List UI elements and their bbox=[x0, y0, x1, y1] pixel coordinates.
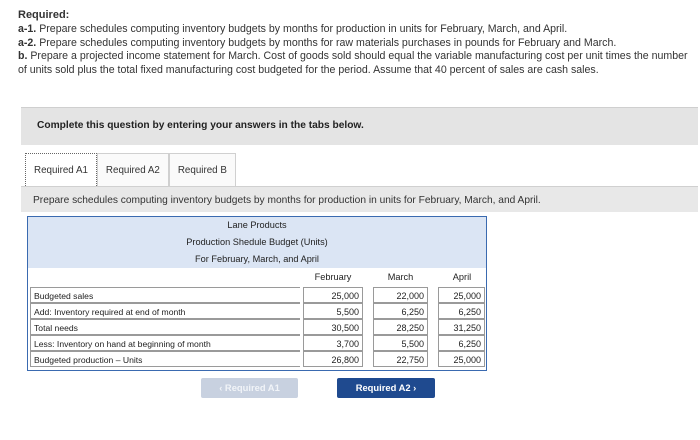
value-input[interactable]: 3,700 bbox=[303, 335, 363, 351]
requirement-a1: a-1. Prepare schedules computing inventory budgets by months for production in units for February, March, and April. bbox=[18, 23, 568, 36]
value-input[interactable]: 25,000 bbox=[438, 351, 485, 367]
next-button-label: Required A2 bbox=[355, 382, 411, 393]
chevron-left-icon: ‹ bbox=[219, 382, 223, 393]
next-button[interactable] bbox=[337, 378, 435, 398]
tab-required-a1[interactable]: Required A1 bbox=[25, 153, 97, 186]
tab-bar bbox=[25, 153, 236, 186]
tab-required-b[interactable]: Required B bbox=[169, 153, 236, 186]
table-row bbox=[28, 351, 486, 367]
budget-title: Production Shedule Budget (Units) bbox=[28, 234, 486, 251]
previous-button-label: Required A1 bbox=[224, 382, 280, 393]
instructions-banner bbox=[21, 107, 698, 145]
value-input[interactable]: 22,750 bbox=[373, 351, 428, 367]
table-row bbox=[28, 303, 486, 319]
complete-question-text: Complete this question by entering your answers in the tabs below. bbox=[37, 120, 364, 131]
value-input[interactable]: 28,250 bbox=[373, 319, 428, 335]
chevron-right-icon: › bbox=[413, 382, 417, 393]
value-input[interactable]: 30,500 bbox=[303, 319, 363, 335]
requirement-a2: a-2. Prepare schedules computing inventory budgets by months for raw materials purchases in pounds for February and March. bbox=[18, 36, 617, 49]
value-input[interactable]: 5,500 bbox=[373, 335, 428, 351]
production-budget-table bbox=[27, 216, 487, 371]
company-name: Lane Products bbox=[28, 217, 486, 234]
previous-button[interactable] bbox=[201, 378, 298, 398]
row-label-input[interactable]: Total needs bbox=[30, 319, 300, 335]
instruction-text: Prepare schedules computing inventory budgets by months for production in units for February, March, and April. bbox=[33, 195, 541, 206]
value-input[interactable]: 22,000 bbox=[373, 287, 428, 303]
table-row bbox=[28, 287, 486, 303]
requirements-block bbox=[18, 9, 694, 77]
row-label-input[interactable]: Less: Inventory on hand at beginning of month bbox=[30, 335, 300, 351]
row-label-input[interactable]: Budgeted production – Units bbox=[30, 351, 300, 367]
row-label-input[interactable]: Add: Inventory required at end of month bbox=[30, 303, 300, 319]
table-row bbox=[28, 335, 486, 351]
table-row bbox=[28, 319, 486, 335]
value-input[interactable]: 5,500 bbox=[303, 303, 363, 319]
value-input[interactable]: 6,250 bbox=[373, 303, 428, 319]
value-input[interactable]: 26,800 bbox=[303, 351, 363, 367]
tab-required-a2[interactable]: Required A2 bbox=[97, 153, 169, 186]
value-input[interactable]: 25,000 bbox=[438, 287, 485, 303]
budget-period: For February, March, and April bbox=[28, 251, 486, 268]
value-input[interactable]: 6,250 bbox=[438, 303, 485, 319]
column-header-march: March bbox=[387, 272, 414, 282]
value-input[interactable]: 31,250 bbox=[438, 319, 485, 335]
column-header-april: April bbox=[452, 272, 472, 282]
value-input[interactable]: 25,000 bbox=[303, 287, 363, 303]
instruction-bar bbox=[21, 186, 698, 212]
row-label-input[interactable]: Budgeted sales bbox=[30, 287, 300, 303]
value-input[interactable]: 6,250 bbox=[438, 335, 485, 351]
requirement-b: b. Prepare a projected income statement for March. Cost of goods sold should equal the variable manufacturing cost per unit times the number of units sold plus the total fixed manufacturing cost budgeted for the period. Assume that 40 percent of sales are cash sales. bbox=[18, 50, 688, 76]
requirements-title: Required: bbox=[18, 9, 70, 21]
column-header-february: February bbox=[314, 272, 352, 282]
